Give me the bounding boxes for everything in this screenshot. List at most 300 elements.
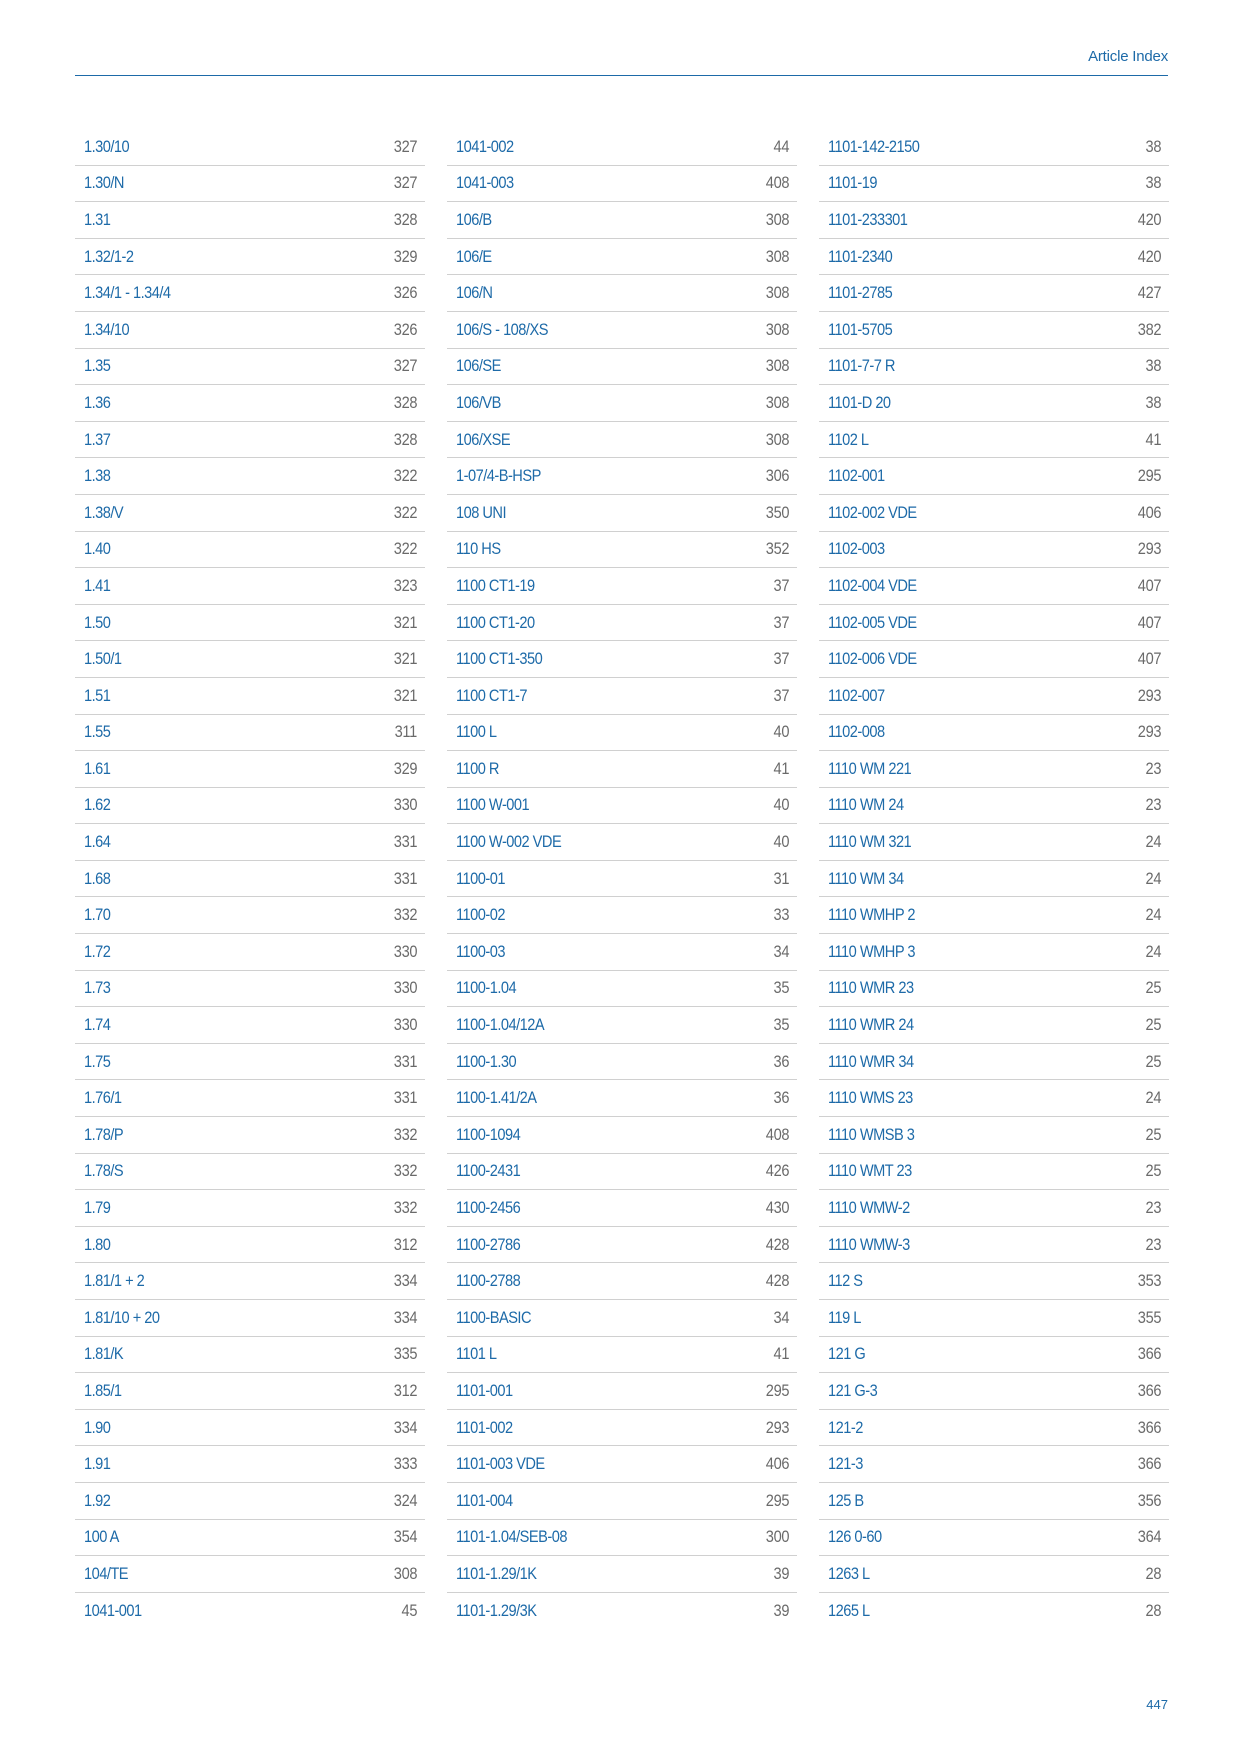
page-reference: 355 <box>1137 1307 1161 1327</box>
index-row <box>819 788 1169 825</box>
index-row <box>447 971 797 1008</box>
page-reference: 39 <box>773 1563 789 1583</box>
index-row <box>447 1446 797 1483</box>
index-row <box>819 641 1169 678</box>
article-number: 1102 L <box>828 429 869 449</box>
page-reference: 321 <box>393 685 417 705</box>
page-reference: 328 <box>393 209 417 229</box>
article-number: 1.91 <box>84 1454 111 1474</box>
page-reference: 428 <box>765 1271 789 1291</box>
index-row <box>75 532 425 569</box>
article-number: 1101-1.29/1K <box>456 1563 537 1583</box>
page-reference: 37 <box>773 685 789 705</box>
page-reference: 25 <box>1145 1015 1161 1035</box>
page-reference: 41 <box>773 758 789 778</box>
index-row <box>447 1300 797 1337</box>
page-reference: 334 <box>393 1417 417 1437</box>
page-reference: 40 <box>773 832 789 852</box>
index-row <box>75 422 425 459</box>
index-column-1 <box>75 129 425 1629</box>
article-number: 1101-7-7 R <box>828 356 895 376</box>
index-row <box>819 861 1169 898</box>
index-row <box>75 1337 425 1374</box>
page-reference: 366 <box>1137 1454 1161 1474</box>
index-column-2 <box>447 129 797 1629</box>
index-row <box>447 788 797 825</box>
article-number: 1100 CT1-7 <box>456 685 527 705</box>
index-row <box>819 1190 1169 1227</box>
article-number: 1110 WM 221 <box>828 758 912 778</box>
article-number: 1.40 <box>84 539 111 559</box>
index-row <box>447 458 797 495</box>
page-reference: 329 <box>393 758 417 778</box>
article-number: 106/XSE <box>456 429 511 449</box>
article-number: 1102-008 <box>828 722 885 742</box>
index-row <box>819 166 1169 203</box>
article-number: 121 G <box>828 1344 866 1364</box>
article-number: 1100 L <box>456 722 497 742</box>
article-number: 1.70 <box>84 905 111 925</box>
article-number: 106/SE <box>456 356 501 376</box>
page-reference: 36 <box>773 1051 789 1071</box>
page-reference: 295 <box>765 1490 789 1510</box>
article-number: 1.35 <box>84 356 111 376</box>
page-reference: 38 <box>1145 356 1161 376</box>
index-row <box>447 641 797 678</box>
article-number: 1.64 <box>84 832 111 852</box>
index-row <box>75 1117 425 1154</box>
article-number: 1.81/1 + 2 <box>84 1271 145 1291</box>
index-row <box>447 1190 797 1227</box>
index-row <box>819 1007 1169 1044</box>
article-number: 1110 WMSB 3 <box>828 1124 915 1144</box>
page-reference: 406 <box>1137 502 1161 522</box>
page-reference: 352 <box>765 539 789 559</box>
index-row <box>819 1154 1169 1191</box>
page-reference: 407 <box>1137 649 1161 669</box>
page-reference: 39 <box>773 1601 789 1621</box>
page-reference: 321 <box>393 649 417 669</box>
index-row <box>75 1593 425 1630</box>
page-reference: 295 <box>765 1380 789 1400</box>
page-reference: 332 <box>393 1161 417 1181</box>
index-row <box>447 1410 797 1447</box>
index-row <box>75 751 425 788</box>
index-row <box>75 1373 425 1410</box>
index-row <box>75 239 425 276</box>
article-number: 1110 WMR 24 <box>828 1015 914 1035</box>
article-number: 1101-001 <box>456 1380 513 1400</box>
page-reference: 350 <box>765 502 789 522</box>
article-number: 108 UNI <box>456 502 507 522</box>
article-number: 1110 WMT 23 <box>828 1161 912 1181</box>
index-row <box>75 1300 425 1337</box>
page-reference: 38 <box>1145 136 1161 156</box>
article-number: 1100-2456 <box>456 1198 521 1218</box>
article-number: 1.74 <box>84 1015 111 1035</box>
article-number: 1041-002 <box>456 136 514 156</box>
index-row <box>447 1593 797 1630</box>
index-row <box>819 1520 1169 1557</box>
index-row <box>75 824 425 861</box>
index-row <box>75 1227 425 1264</box>
page-reference: 335 <box>393 1344 417 1364</box>
page-reference: 329 <box>393 246 417 266</box>
article-number: 1100-02 <box>456 905 505 925</box>
index-row <box>819 1263 1169 1300</box>
page-reference: 332 <box>393 1198 417 1218</box>
article-number: 1100-1.04/12A <box>456 1015 545 1035</box>
index-row <box>447 568 797 605</box>
page-reference: 37 <box>773 575 789 595</box>
index-row <box>75 678 425 715</box>
article-number: 126 0-60 <box>828 1527 882 1547</box>
article-number: 106/E <box>456 246 492 266</box>
page-reference: 23 <box>1145 758 1161 778</box>
article-number: 1.78/P <box>84 1124 124 1144</box>
article-number: 1102-002 VDE <box>828 502 917 522</box>
index-row <box>75 897 425 934</box>
index-row <box>819 129 1169 166</box>
page-reference: 23 <box>1145 795 1161 815</box>
page-reference: 37 <box>773 649 789 669</box>
article-number: 1101-142-2150 <box>828 136 920 156</box>
page-reference: 326 <box>393 283 417 303</box>
index-row <box>819 385 1169 422</box>
article-number: 1100 R <box>456 758 499 778</box>
index-row <box>75 1080 425 1117</box>
page-reference: 37 <box>773 612 789 632</box>
article-number: 1.81/10 + 20 <box>84 1307 160 1327</box>
index-row <box>447 275 797 312</box>
page-reference: 25 <box>1145 978 1161 998</box>
article-number: 1101-003 VDE <box>456 1454 545 1474</box>
article-number: 1041-003 <box>456 173 514 193</box>
article-number: 1102-007 <box>828 685 885 705</box>
page-reference: 36 <box>773 1088 789 1108</box>
index-row <box>75 202 425 239</box>
page-reference: 328 <box>393 429 417 449</box>
page-reference: 407 <box>1137 575 1161 595</box>
page-reference: 308 <box>765 246 789 266</box>
page-reference: 308 <box>765 392 789 412</box>
article-number: 1110 WMHP 2 <box>828 905 915 925</box>
article-number: 1110 WMS 23 <box>828 1088 913 1108</box>
page-reference: 35 <box>773 1015 789 1035</box>
article-number: 1.34/1 - 1.34/4 <box>84 283 171 303</box>
page-reference: 25 <box>1145 1124 1161 1144</box>
article-number: 1.51 <box>84 685 111 705</box>
index-row <box>75 641 425 678</box>
index-row <box>75 1007 425 1044</box>
article-number: 125 B <box>828 1490 864 1510</box>
index-row <box>75 715 425 752</box>
article-number: 1.90 <box>84 1417 111 1437</box>
article-number: 1100-1.04 <box>456 978 517 998</box>
page-reference: 295 <box>1137 466 1161 486</box>
article-number: 1101-2340 <box>828 246 893 266</box>
page-reference: 308 <box>765 283 789 303</box>
index-row <box>447 751 797 788</box>
article-number: 1110 WMW-2 <box>828 1198 910 1218</box>
page-reference: 324 <box>393 1490 417 1510</box>
article-number: 1.34/10 <box>84 319 130 339</box>
index-row <box>819 824 1169 861</box>
article-number: 1101-1.04/SEB-08 <box>456 1527 567 1547</box>
index-row <box>447 678 797 715</box>
index-row <box>819 1337 1169 1374</box>
article-number: 1265 L <box>828 1601 870 1621</box>
page-reference: 330 <box>393 978 417 998</box>
index-row <box>819 751 1169 788</box>
page-reference: 293 <box>765 1417 789 1437</box>
article-number: 1100-1094 <box>456 1124 521 1144</box>
index-row <box>447 166 797 203</box>
index-row <box>75 1410 425 1447</box>
index-row <box>819 349 1169 386</box>
page-reference: 34 <box>773 941 789 961</box>
index-row <box>75 568 425 605</box>
article-number: 1100 W-002 VDE <box>456 832 562 852</box>
index-column-3 <box>819 129 1169 1629</box>
page-reference: 332 <box>393 1124 417 1144</box>
index-row <box>819 971 1169 1008</box>
article-number: 1110 WM 34 <box>828 868 904 888</box>
page-reference: 331 <box>393 1088 417 1108</box>
index-row <box>819 275 1169 312</box>
page-reference: 333 <box>393 1454 417 1474</box>
index-row <box>75 458 425 495</box>
page-reference: 24 <box>1145 868 1161 888</box>
index-row <box>75 1263 425 1300</box>
article-number: 1.68 <box>84 868 111 888</box>
index-row <box>75 788 425 825</box>
page-reference: 312 <box>393 1234 417 1254</box>
page-reference: 353 <box>1137 1271 1161 1291</box>
index-row <box>75 1154 425 1191</box>
index-row <box>819 1300 1169 1337</box>
page-reference: 322 <box>393 502 417 522</box>
page-header <box>75 44 1168 76</box>
page-reference: 28 <box>1145 1563 1161 1583</box>
page-reference: 45 <box>401 1601 417 1621</box>
page-reference: 25 <box>1145 1051 1161 1071</box>
index-row <box>447 239 797 276</box>
index-row <box>819 897 1169 934</box>
article-number: 1.30/N <box>84 173 124 193</box>
index-row <box>819 1446 1169 1483</box>
article-number: 1110 WM 24 <box>828 795 904 815</box>
page-reference: 23 <box>1145 1198 1161 1218</box>
page-reference: 334 <box>393 1307 417 1327</box>
article-number: 1100-01 <box>456 868 505 888</box>
page-reference: 334 <box>393 1271 417 1291</box>
page-reference: 382 <box>1137 319 1161 339</box>
article-number: 1-07/4-B-HSP <box>456 466 541 486</box>
index-row <box>819 605 1169 642</box>
article-number: 1101-004 <box>456 1490 513 1510</box>
page-reference: 430 <box>765 1198 789 1218</box>
page-reference: 308 <box>393 1563 417 1583</box>
page-reference: 366 <box>1137 1417 1161 1437</box>
index-row <box>75 1556 425 1593</box>
article-number: 1100 CT1-20 <box>456 612 535 632</box>
index-row <box>447 605 797 642</box>
index-row <box>819 422 1169 459</box>
index-row <box>819 1483 1169 1520</box>
index-row <box>75 1446 425 1483</box>
article-number: 1110 WMW-3 <box>828 1234 910 1254</box>
page-reference: 408 <box>765 1124 789 1144</box>
index-row <box>447 422 797 459</box>
index-row <box>447 1373 797 1410</box>
index-row <box>75 129 425 166</box>
article-number: 1.30/10 <box>84 136 130 156</box>
page-reference: 40 <box>773 795 789 815</box>
page-reference: 35 <box>773 978 789 998</box>
article-number: 106/N <box>456 283 493 303</box>
page-reference: 308 <box>765 319 789 339</box>
page-reference: 308 <box>765 429 789 449</box>
page-reference: 330 <box>393 941 417 961</box>
index-row <box>819 202 1169 239</box>
article-number: 1.76/1 <box>84 1088 122 1108</box>
page-reference: 308 <box>765 356 789 376</box>
page-title: Article Index <box>1088 48 1168 65</box>
index-row <box>447 1483 797 1520</box>
page-reference: 328 <box>393 392 417 412</box>
article-number: 1.55 <box>84 722 111 742</box>
article-number: 1110 WMHP 3 <box>828 941 915 961</box>
index-row <box>447 1520 797 1557</box>
article-number: 1101 L <box>456 1344 497 1364</box>
page-reference: 408 <box>765 173 789 193</box>
page-reference: 323 <box>393 575 417 595</box>
article-number: 1.37 <box>84 429 111 449</box>
article-number: 1.41 <box>84 575 111 595</box>
index-row <box>447 532 797 569</box>
article-number: 110 HS <box>456 539 501 559</box>
article-number: 1100 W-001 <box>456 795 530 815</box>
page-reference: 38 <box>1145 173 1161 193</box>
index-row <box>447 495 797 532</box>
index-row <box>75 1520 425 1557</box>
article-number: 1100 CT1-350 <box>456 649 543 669</box>
index-row <box>447 1080 797 1117</box>
index-row <box>819 458 1169 495</box>
index-row <box>447 1007 797 1044</box>
index-row <box>447 349 797 386</box>
article-number: 1.62 <box>84 795 111 815</box>
article-number: 1.32/1-2 <box>84 246 134 266</box>
index-row <box>447 715 797 752</box>
page-reference: 406 <box>765 1454 789 1474</box>
page-reference: 364 <box>1137 1527 1161 1547</box>
article-number: 1100-2786 <box>456 1234 521 1254</box>
article-number: 1.73 <box>84 978 111 998</box>
page-reference: 326 <box>393 319 417 339</box>
page-reference: 420 <box>1137 246 1161 266</box>
index-row <box>75 934 425 971</box>
page-reference: 306 <box>765 466 789 486</box>
index-row <box>819 568 1169 605</box>
article-number: 1101-233301 <box>828 209 908 229</box>
page-reference: 322 <box>393 466 417 486</box>
index-row <box>819 1227 1169 1264</box>
index-row <box>447 1263 797 1300</box>
article-number: 121 G-3 <box>828 1380 878 1400</box>
index-row <box>75 1190 425 1227</box>
article-number: 1.36 <box>84 392 111 412</box>
article-number: 106/S - 108/XS <box>456 319 548 339</box>
index-row <box>447 1337 797 1374</box>
page-reference: 293 <box>1137 685 1161 705</box>
index-row <box>819 715 1169 752</box>
article-number: 1.78/S <box>84 1161 124 1181</box>
page-reference: 427 <box>1137 283 1161 303</box>
page-reference: 327 <box>393 356 417 376</box>
page-reference: 407 <box>1137 612 1161 632</box>
article-number: 1100-2431 <box>456 1161 521 1181</box>
article-number: 112 S <box>828 1271 863 1291</box>
index-row <box>75 275 425 312</box>
article-number: 106/VB <box>456 392 501 412</box>
page-number: 447 <box>1146 1697 1168 1712</box>
index-row <box>75 495 425 532</box>
page-reference: 293 <box>1137 539 1161 559</box>
index-row <box>75 349 425 386</box>
page-reference: 331 <box>393 1051 417 1071</box>
page-reference: 23 <box>1145 1234 1161 1254</box>
page-reference: 300 <box>765 1527 789 1547</box>
index-row <box>447 312 797 349</box>
article-number: 100 A <box>84 1527 119 1547</box>
index-row <box>819 532 1169 569</box>
page-reference: 327 <box>393 173 417 193</box>
index-row <box>447 1044 797 1081</box>
page-reference: 327 <box>393 136 417 156</box>
article-number: 1.38 <box>84 466 111 486</box>
article-number: 1.80 <box>84 1234 111 1254</box>
page-reference: 41 <box>1145 429 1161 449</box>
index-row <box>75 1483 425 1520</box>
article-number: 1.50 <box>84 612 111 632</box>
article-number: 104/TE <box>84 1563 129 1583</box>
page-reference: 311 <box>394 722 417 742</box>
index-row <box>75 166 425 203</box>
article-number: 1.50/1 <box>84 649 122 669</box>
page-reference: 34 <box>773 1307 789 1327</box>
index-row <box>819 1556 1169 1593</box>
page-reference: 40 <box>773 722 789 742</box>
page-reference: 308 <box>765 209 789 229</box>
page-reference: 356 <box>1137 1490 1161 1510</box>
article-number: 1110 WMR 23 <box>828 978 914 998</box>
page-reference: 24 <box>1145 941 1161 961</box>
article-number: 1100-03 <box>456 941 505 961</box>
article-number: 1263 L <box>828 1563 870 1583</box>
page-reference: 44 <box>773 136 789 156</box>
index-row <box>447 1117 797 1154</box>
index-row <box>447 1154 797 1191</box>
page-reference: 31 <box>773 868 789 888</box>
page-reference: 330 <box>393 795 417 815</box>
index-row <box>447 385 797 422</box>
page-reference: 312 <box>393 1380 417 1400</box>
page-reference: 24 <box>1145 1088 1161 1108</box>
index-row <box>819 495 1169 532</box>
article-number: 121-2 <box>828 1417 863 1437</box>
